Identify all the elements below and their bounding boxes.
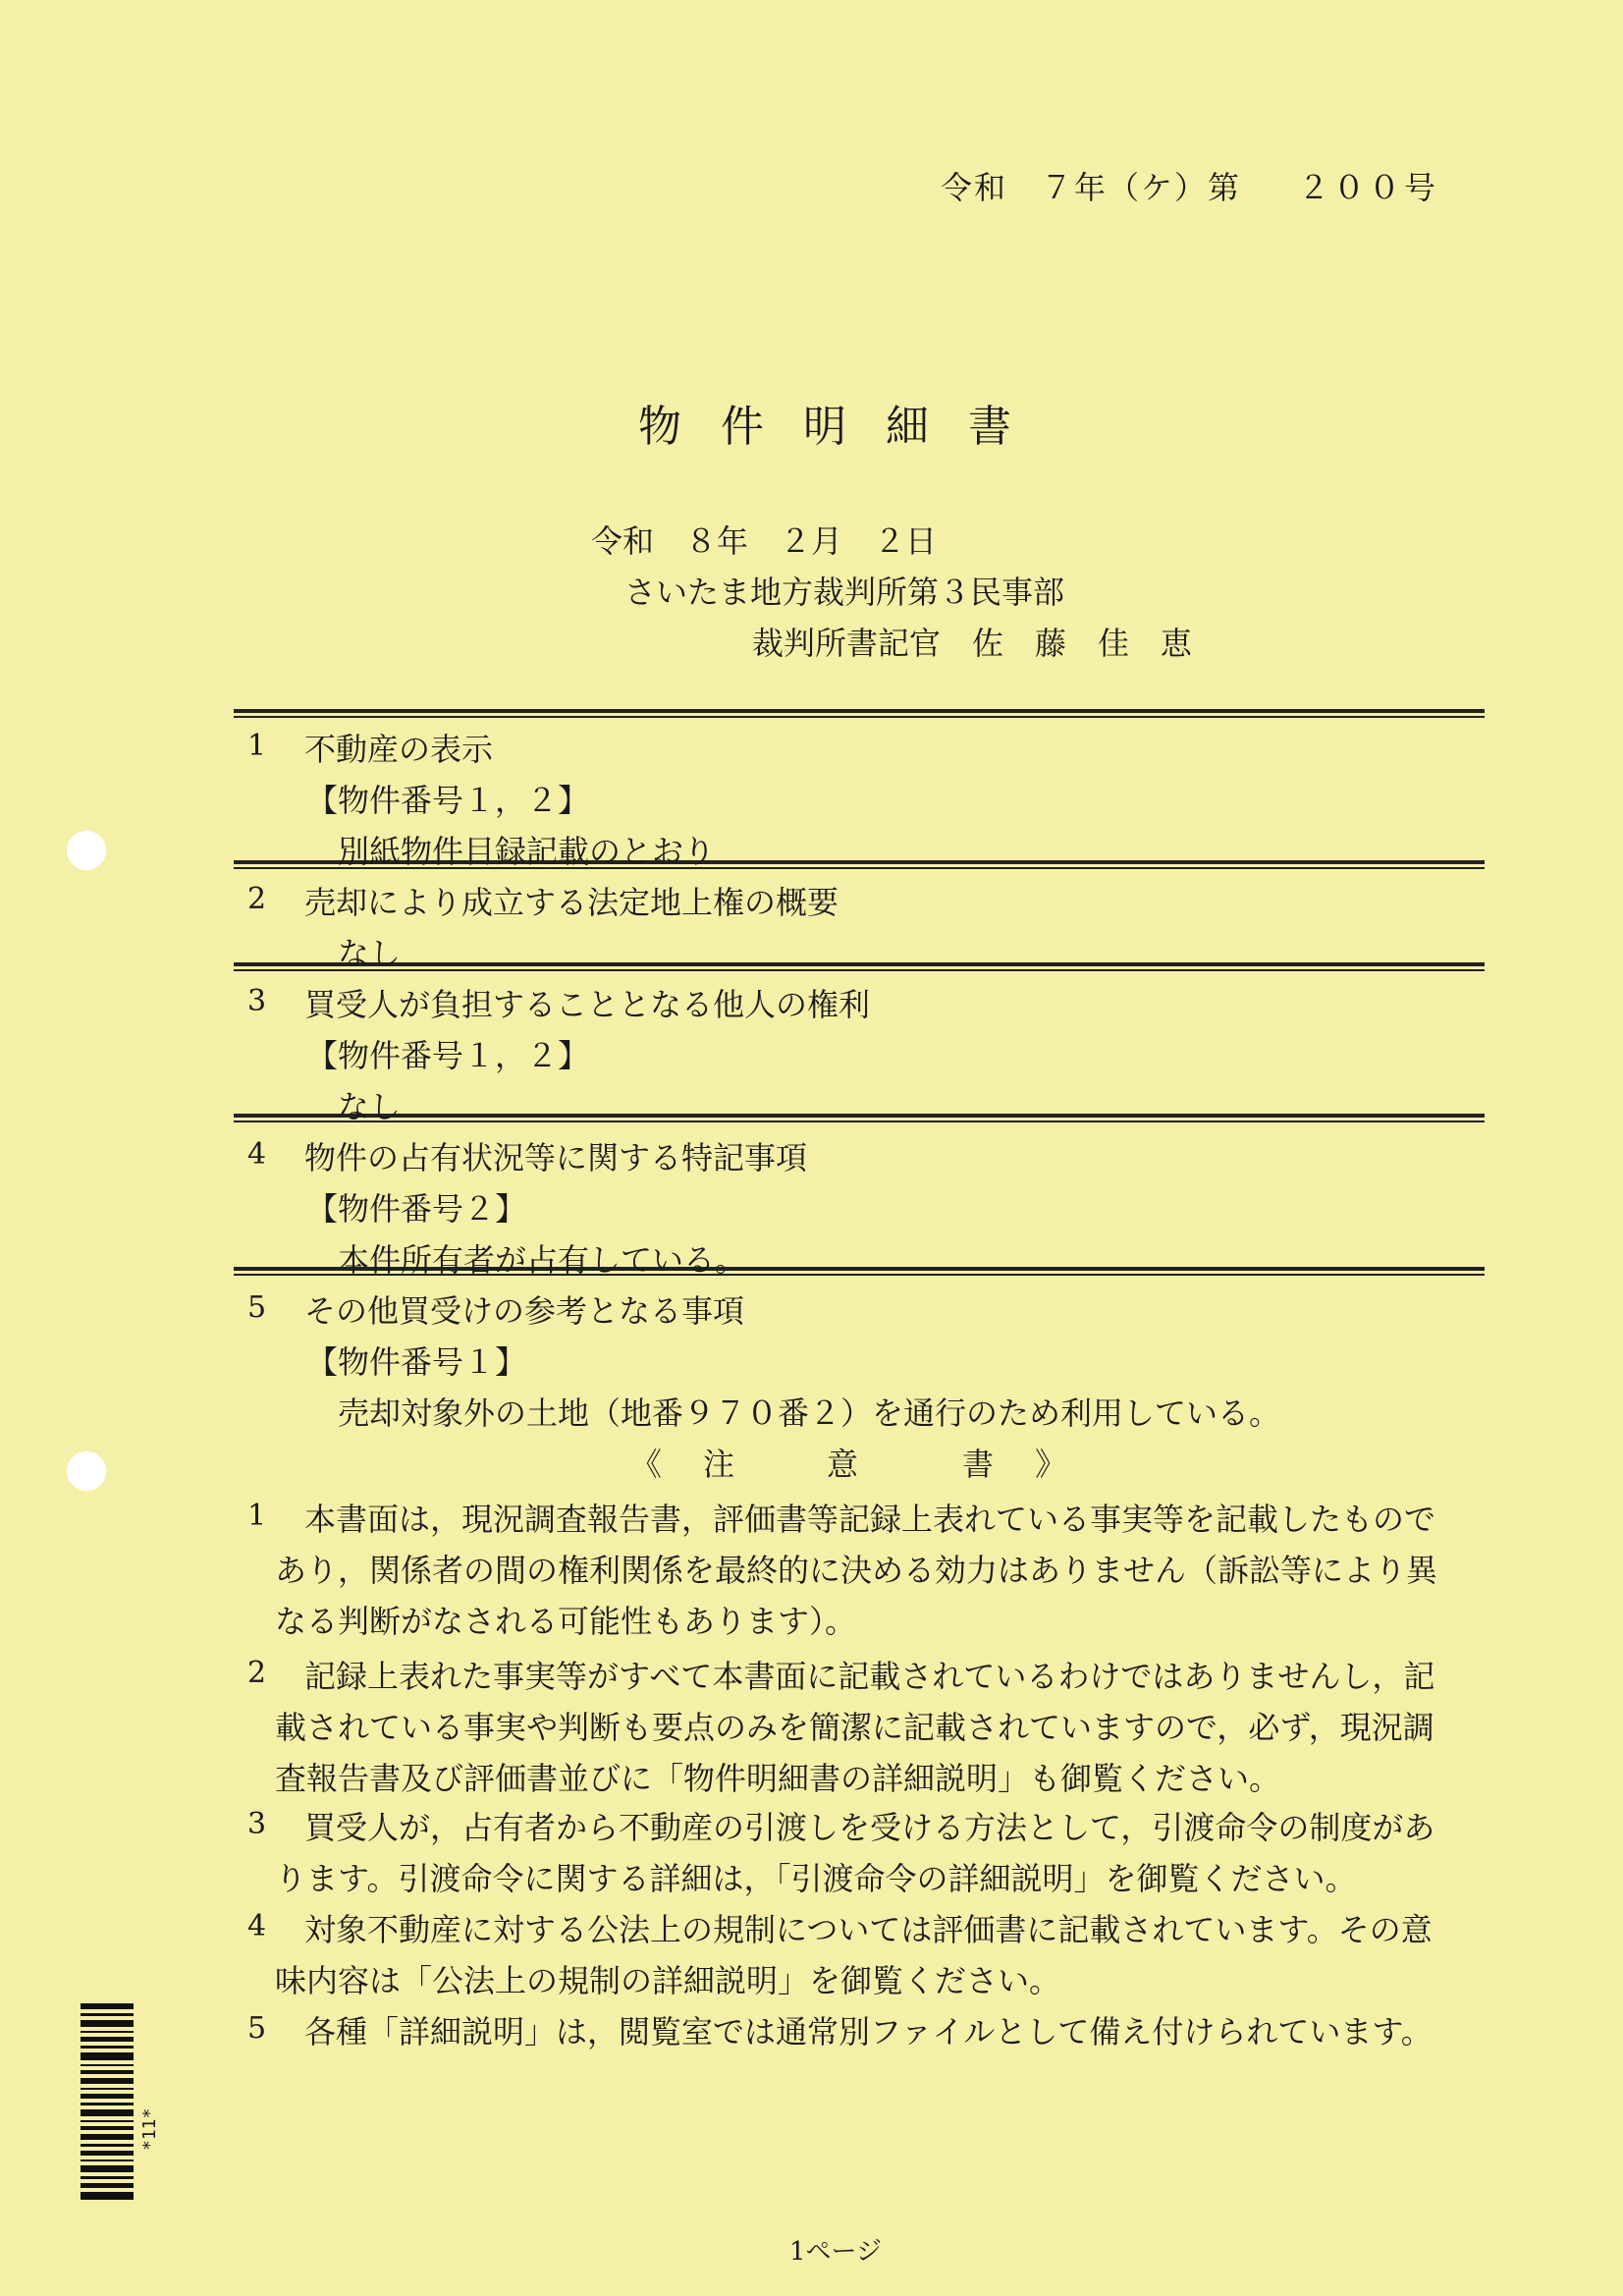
punch-hole [67, 1451, 106, 1491]
section-1-line: 別紙物件目録記載のとおり [338, 833, 716, 870]
notice-3-number: 3 [247, 1807, 267, 1841]
section-4-heading: 物件の占有状況等に関する特記事項 [304, 1139, 808, 1176]
section-3-line: なし [338, 1088, 402, 1125]
section-3-line: 【物件番号１，２】 [306, 1037, 590, 1074]
notice-2-line: 査報告書及び評価書並びに「物件明細書の詳細説明」も御覧ください。 [275, 1760, 1281, 1797]
section-1-heading: 不動産の表示 [304, 731, 494, 768]
section-divider [234, 1114, 1485, 1122]
notice-heading [630, 1440, 1068, 1485]
notice-4-line: 味内容は「公法上の規制の詳細説明」を御覧ください。 [275, 1962, 1061, 1999]
section-5-line: 【物件番号１】 [306, 1343, 527, 1381]
notice-5-line: 各種「詳細説明」は，閲覧室では通常別ファイルとして備え付けられています。 [304, 2013, 1433, 2050]
section-2-number: 2 [247, 882, 267, 916]
notice-1-number: 1 [247, 1499, 267, 1533]
notice-1-line: あり，関係者の間の権利関係を最終的に決める効力はありません（訴訟等により異 [275, 1552, 1438, 1589]
case-number-prefix: 令和 ７年（ケ）第 [941, 169, 1242, 206]
document-title: 物件明細書 [638, 402, 1051, 452]
page-number: 1ページ [789, 2237, 883, 2267]
notice-1-line: 本書面は，現況調査報告書，評価書等記録上表れている事実等を記載したもので [304, 1501, 1436, 1538]
barcode [81, 2003, 161, 2200]
case-number [941, 163, 1439, 208]
notice-heading-bracket: 《 [630, 1446, 665, 1483]
notice-3-line: 買受人が，占有者から不動産の引渡しを受ける方法として，引渡命令の制度があ [304, 1809, 1435, 1846]
notice-2-line: 載されている事実や判断も要点のみを簡潔に記載されていますので，必ず，現況調 [275, 1709, 1434, 1746]
section-divider [234, 962, 1485, 971]
notice-heading-bracket: 》 [1035, 1446, 1069, 1483]
notice-heading-char: 注 [703, 1446, 737, 1483]
notice-3-line: ります。引渡命令に関する詳細は，「引渡命令の詳細説明」を御覧ください。 [275, 1860, 1357, 1897]
section-5-number: 5 [247, 1290, 267, 1325]
section-1-line: 【物件番号１，２】 [306, 782, 590, 819]
section-divider [234, 709, 1485, 718]
notice-5-number: 5 [247, 2011, 267, 2046]
punch-hole [67, 831, 106, 870]
notice-2-line: 記録上表れた事実等がすべて本書面に記載されているわけではありませんし，記 [304, 1658, 1435, 1695]
section-5-heading: その他買受けの参考となる事項 [304, 1292, 745, 1330]
section-5-line: 売却対象外の土地（地番９７０番２）を通行のため利用している。 [338, 1394, 1281, 1432]
notice-4-number: 4 [247, 1909, 267, 1943]
section-2-line: なし [338, 935, 402, 972]
section-4-line: 【物件番号２】 [306, 1190, 527, 1228]
barcode-text: *11* [139, 2107, 160, 2151]
case-number-value: ２００号 [1298, 169, 1440, 206]
notice-2-number: 2 [247, 1656, 267, 1690]
section-3-heading: 買受人が負担することとなる他人の権利 [304, 986, 871, 1023]
court-name: さいたま地方裁判所第３民事部 [624, 574, 1065, 611]
clerk-name: 裁判所書記官 佐 藤 佳 恵 [752, 625, 1193, 662]
notice-heading-char: 書 [962, 1446, 997, 1483]
notice-1-line: なる判断がなされる可能性もあります）。 [275, 1603, 857, 1640]
section-2-heading: 売却により成立する法定地上権の概要 [304, 884, 839, 921]
section-4-number: 4 [247, 1137, 267, 1172]
section-4-line: 本件所有者が占有している。 [338, 1241, 747, 1279]
barcode-bars-icon [81, 2003, 134, 2200]
issue-date: 令和 ８年 ２月 ２日 [591, 522, 938, 560]
section-3-number: 3 [247, 984, 267, 1018]
notice-4-line: 対象不動産に対する公法上の規制については評価書に記載されています。その意 [304, 1911, 1433, 1948]
notice-heading-char: 意 [827, 1446, 861, 1483]
section-1-number: 1 [247, 729, 267, 763]
